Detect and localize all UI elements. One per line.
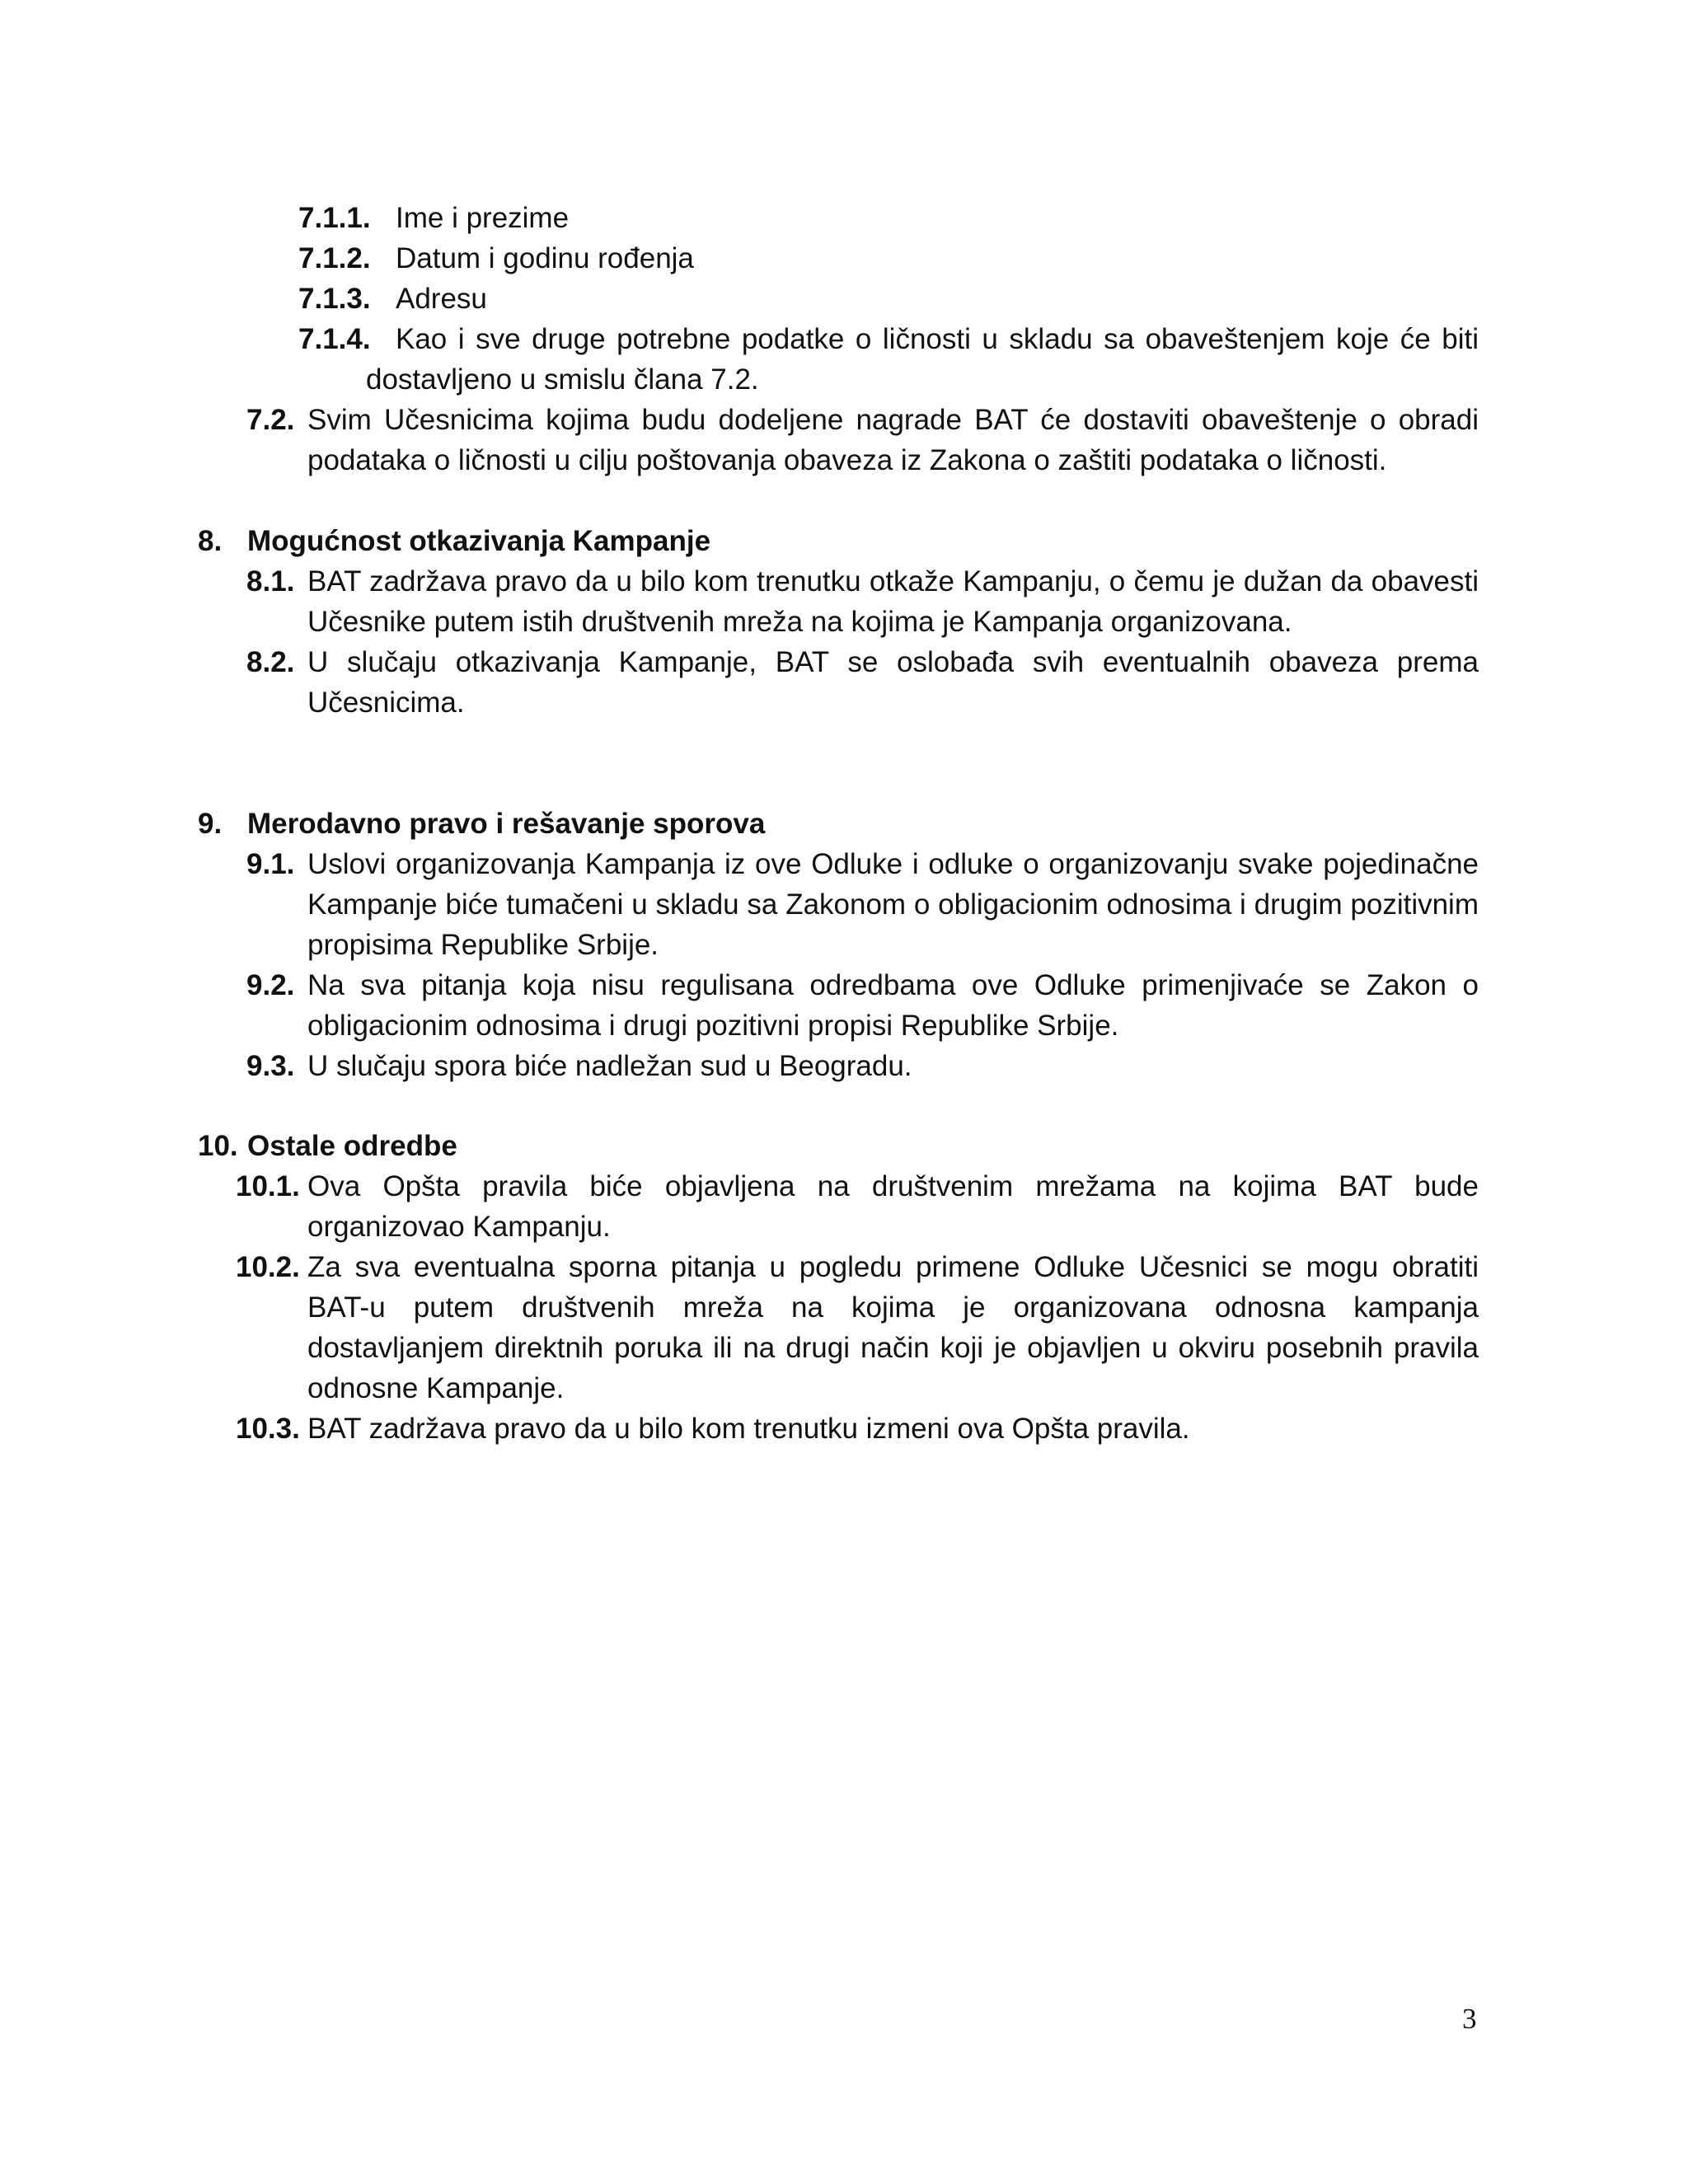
item-number: 10.1. xyxy=(236,1170,300,1202)
item-text: Kao i sve druge potrebne podatke o ličnosti u skladu sa obaveštenjem koje će biti dostavljeno u smislu člana 7.2. xyxy=(366,323,1479,396)
item-text: U slučaju otkazivanja Kampanje, BAT se oslobađa svih eventualnih obaveza prema Učesnicima. xyxy=(307,646,1479,719)
section-title: Ostale odredbe xyxy=(247,1130,457,1162)
item-text: Datum i godinu rođenja xyxy=(396,242,694,274)
item-text: Uslovi organizovanja Kampanja iz ove Odluke i odluke o organizovanju svake pojedinačne Kampanje biće tumačeni u skladu sa Zakonom o obligacionim odnosima i drugim pozitivnim propisima Republike Srbije. xyxy=(307,848,1479,961)
section-title: Merodavno pravo i rešavanje sporova xyxy=(247,808,766,840)
item-text: BAT zadržava pravo da u bilo kom trenutku otkaže Kampanju, o čemu je dužan da obavesti Učesnike putem istih društvenih mreža na kojima je Kampanja organizovana. xyxy=(307,565,1479,638)
section-title: Mogućnost otkazivanja Kampanje xyxy=(247,525,711,557)
item-text: Ime i prezime xyxy=(396,202,570,234)
item-number: 9.2. xyxy=(246,969,295,1001)
item-number: 7.1.3. xyxy=(298,283,371,315)
item-text: Ova Opšta pravila biće objavljena na društvenim mrežama na kojima BAT bude organizovao Kampanju. xyxy=(307,1170,1479,1243)
item-number: 8.1. xyxy=(246,565,295,598)
item-number: 7.1.1. xyxy=(298,202,371,234)
item-number: 9.1. xyxy=(246,848,295,880)
item-text: U slučaju spora biće nadležan sud u Beogradu. xyxy=(307,1050,912,1082)
item-number: 10.3. xyxy=(236,1413,300,1445)
item-number: 7.2. xyxy=(246,404,295,436)
item-number: 10.2. xyxy=(236,1251,300,1283)
item-number: 8.2. xyxy=(246,646,295,678)
item-number: 7.1.4. xyxy=(298,323,371,355)
item-number: 9.3. xyxy=(246,1050,295,1082)
page-number: 3 xyxy=(1462,2003,1477,2035)
section-number: 8. xyxy=(198,525,223,557)
item-text: Na sva pitanja koja nisu regulisana odredbama ove Odluke primenjivaće se Zakon o obligacionim odnosima i drugi pozitivni propisi Republike Srbije. xyxy=(307,969,1479,1042)
item-number: 7.1.2. xyxy=(298,242,371,274)
item-text: Svim Učesnicima kojima budu dodeljene nagrade BAT će dostaviti obaveštenje o obradi podataka o ličnosti u cilju poštovanja obaveza iz Zakona o zaštiti podataka o ličnosti. xyxy=(307,404,1479,476)
item-text: Za sva eventualna sporna pitanja u pogledu primene Odluke Učesnici se mogu obratiti BAT-u putem društvenih mreža na kojima je organizovana odnosna kampanja dostavljanjem direktnih poruka ili na drugi način koji je objavljen u okviru posebnih pravila odnosne Kampanje. xyxy=(307,1251,1479,1404)
item-text: BAT zadržava pravo da u bilo kom trenutku izmeni ova Opšta pravila. xyxy=(307,1413,1190,1445)
item-text: Adresu xyxy=(396,283,487,315)
section-number: 9. xyxy=(198,808,223,840)
section-number: 10. xyxy=(198,1130,238,1162)
